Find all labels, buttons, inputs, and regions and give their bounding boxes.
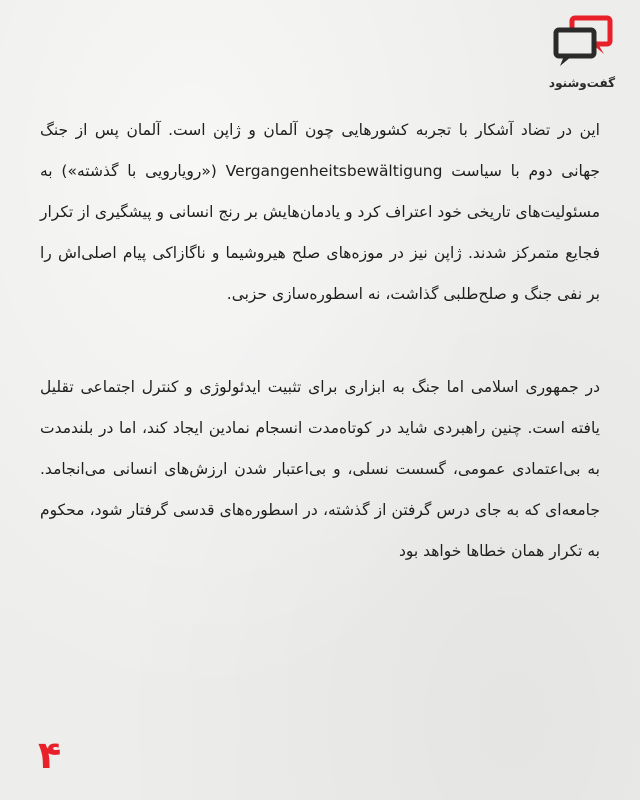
paragraph-1: این در تضاد آشکار با تجربه کشورهایی چون آلمان و ژاپن است. آلمان پس از جنگ جهانی دوم با سیاست Vergangenheitsbewältigung («رویارویی با گذشته») به مسئولیت‌های تاریخی خود اعتراف کرد و یادمان‌هایش بر رنج انسانی و پیشگیری از تکرار فجایع متمرکز شدند. ژاپن نیز در موزه‌های صلح هیروشیما و ناگازاکی پیام اصلی‌اش را بر نفی جنگ و صلح‌طلبی گذاشت، نه اسطوره‌سازی حزبی. bbox=[40, 121, 600, 303]
page-number: ۴ bbox=[38, 733, 62, 777]
article-body bbox=[40, 110, 600, 624]
paragraph-2: در جمهوری اسلامی اما جنگ به ابزاری برای تثبیت ایدئولوژی و کنترل اجتماعی تقلیل یافته است. چنین راهبردی شاید در کوتاه‌مدت انسجام نمادین ایجاد کند، اما در بلندمدت به بی‌اعتمادی عمومی، گسست نسلی، و بی‌اعتبار شدن ارزش‌های انسانی می‌انجامد. جامعه‌ای که به جای درس گرفتن از گذشته، در اسطوره‌های قدسی گرفتار شود، محکوم به تکرار همان خطاها خواهد بود bbox=[40, 378, 600, 560]
speech-bubbles-icon bbox=[546, 14, 618, 70]
brand-logo bbox=[546, 14, 618, 90]
brand-logo-text: گفت‌وشنود bbox=[548, 76, 616, 90]
